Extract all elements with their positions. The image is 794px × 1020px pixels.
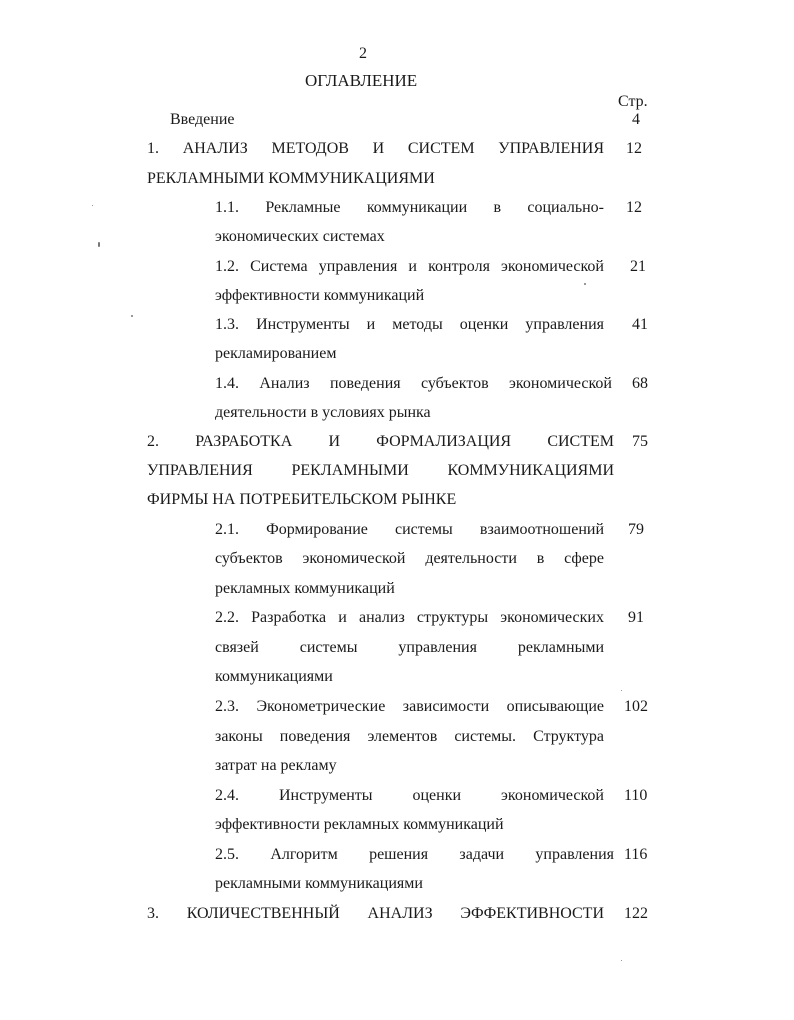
toc-entry-intro[interactable]: Введение <box>170 111 235 128</box>
toc-page-2-1: 79 <box>628 521 644 538</box>
toc-entry-2-5[interactable]: 2.5. Алгоритм решения задачи управления <box>215 846 614 863</box>
toc-page-s3: 122 <box>624 905 648 922</box>
toc-entry-1-2-cont: эффективности коммуникаций <box>215 287 425 304</box>
toc-entry-1-1-cont: экономических системах <box>215 228 385 245</box>
toc-entry-1-3[interactable]: 1.3. Инструменты и методы оценки управления <box>215 316 604 333</box>
toc-page-s2: 75 <box>632 433 648 450</box>
toc-entry-1-1[interactable]: 1.1. Рекламные коммуникации в социально- <box>215 199 604 216</box>
toc-page-2-5: 116 <box>624 846 648 863</box>
toc-entry-2-1-cont2: рекламных коммуникаций <box>215 580 395 597</box>
toc-page-2-3: 102 <box>624 698 648 715</box>
toc-entry-1-4-cont: деятельности в условиях рынка <box>215 404 431 421</box>
scan-speck <box>584 283 586 285</box>
toc-page-2-4: 110 <box>624 787 648 804</box>
toc-entry-2-2[interactable]: 2.2. Разработка и анализ структуры экономических <box>215 609 604 626</box>
toc-entry-2-4[interactable]: 2.4. Инструменты оценки экономической <box>215 787 604 804</box>
toc-entry-2-3[interactable]: 2.3. Эконометрические зависимости описывающие <box>215 698 604 715</box>
toc-title: ОГЛАВЛЕНИЕ <box>305 71 418 90</box>
toc-entry-s1-cont: РЕКЛАМНЫМИ КОММУНИКАЦИЯМИ <box>147 170 435 187</box>
scan-speck <box>98 242 100 247</box>
toc-entry-1-2[interactable]: 1.2. Система управления и контроля экономической <box>215 258 604 275</box>
toc-page-intro: 4 <box>632 111 640 128</box>
toc-entry-2-4-cont: эффективности рекламных коммуникаций <box>215 816 504 833</box>
page-column-label: Стр. <box>618 93 648 110</box>
toc-page-2-2: 91 <box>628 609 644 626</box>
scan-speck <box>92 205 93 206</box>
toc-entry-2-2-cont2: коммуникациями <box>215 668 333 685</box>
scan-speck <box>621 960 622 961</box>
page-number: 2 <box>359 45 367 62</box>
toc-entry-s1[interactable]: 1. АНАЛИЗ МЕТОДОВ И СИСТЕМ УПРАВЛЕНИЯ <box>147 140 604 157</box>
toc-entry-s3[interactable]: 3. КОЛИЧЕСТВЕННЫЙ АНАЛИЗ ЭФФЕКТИВНОСТИ <box>147 905 604 922</box>
scan-speck <box>131 315 133 317</box>
toc-entry-s2-cont2: ФИРМЫ НА ПОТРЕБИТЕЛЬСКОМ РЫНКЕ <box>147 491 457 508</box>
toc-entry-2-3-cont2: затрат на рекламу <box>215 757 337 774</box>
toc-page-1-4: 68 <box>632 375 648 392</box>
toc-entry-s2-cont: УПРАВЛЕНИЯ РЕКЛАМНЫМИ КОММУНИКАЦИЯМИ <box>147 462 614 479</box>
toc-entry-2-3-cont: законы поведения элементов системы. Структура <box>215 728 604 745</box>
toc-page-s1: 12 <box>626 140 642 157</box>
toc-entry-1-3-cont: рекламированием <box>215 345 337 362</box>
toc-page-1-2: 21 <box>630 258 646 275</box>
toc-entry-2-5-cont: рекламными коммуникациями <box>215 875 423 892</box>
scan-speck <box>621 690 622 691</box>
toc-entry-1-4[interactable]: 1.4. Анализ поведения субъектов экономической <box>215 375 612 392</box>
toc-page-1-1: 12 <box>626 199 642 216</box>
toc-page-1-3: 41 <box>632 316 648 333</box>
toc-entry-2-2-cont: связей системы управления рекламными <box>215 639 604 656</box>
toc-entry-2-1[interactable]: 2.1. Формирование системы взаимоотношений <box>215 521 604 538</box>
toc-entry-s2[interactable]: 2. РАЗРАБОТКА И ФОРМАЛИЗАЦИЯ СИСТЕМ <box>147 433 614 450</box>
toc-entry-2-1-cont: субъектов экономической деятельности в сфере <box>215 550 604 567</box>
